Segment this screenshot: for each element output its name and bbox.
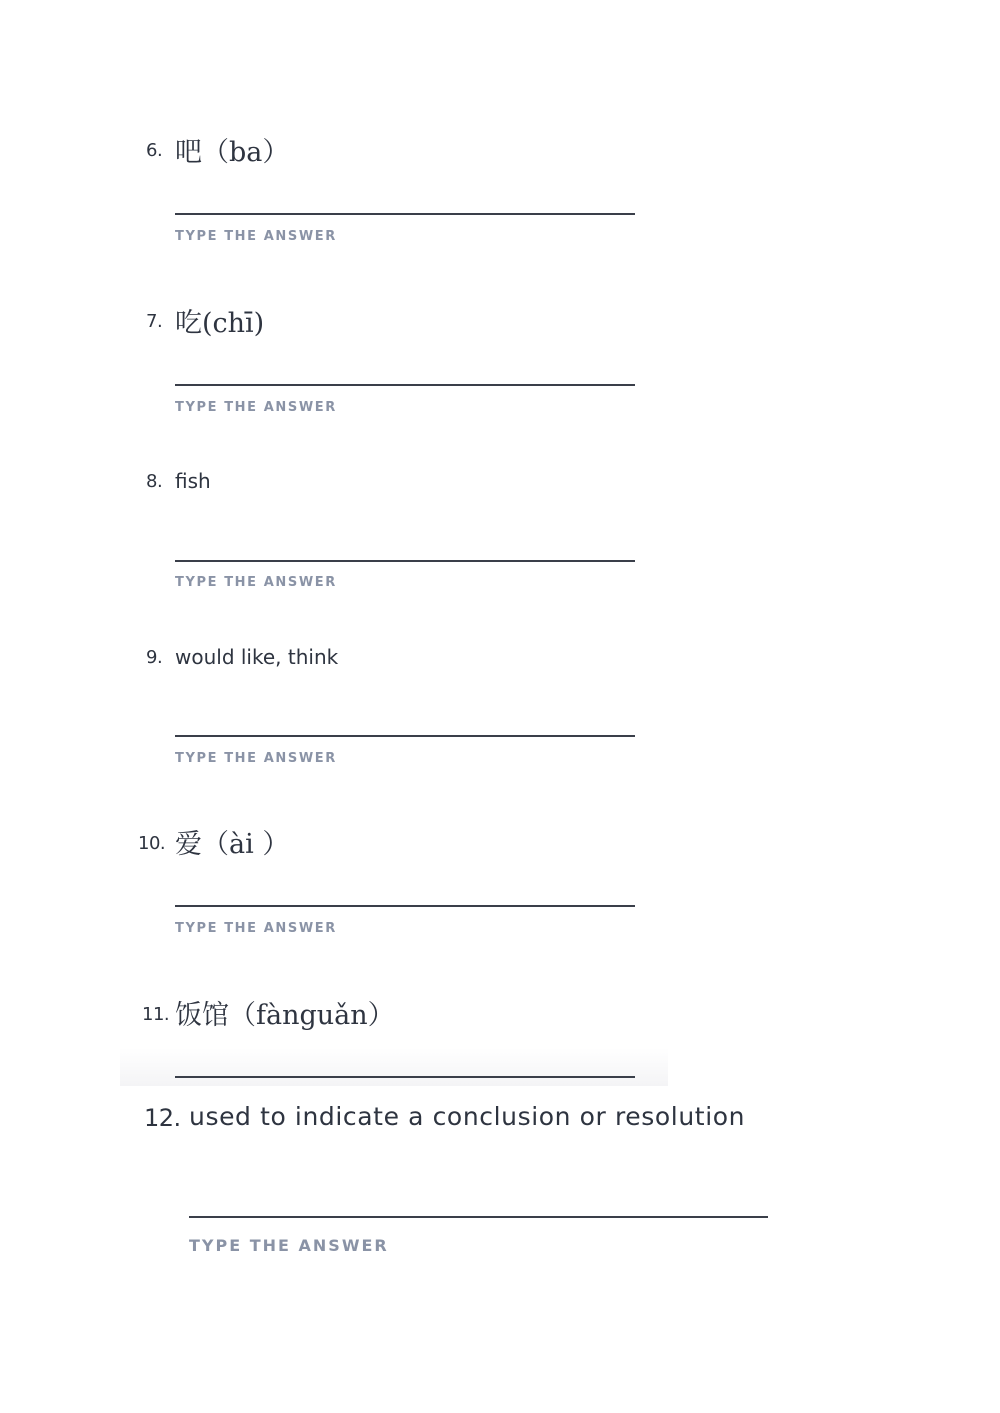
question-prompt: would like, think bbox=[175, 645, 339, 669]
answer-input[interactable] bbox=[175, 213, 635, 215]
answer-hint: TYPE THE ANSWER bbox=[175, 751, 337, 766]
question-prompt: 吧（ba） bbox=[175, 137, 290, 168]
answer-input[interactable] bbox=[189, 1216, 768, 1218]
answer-input[interactable] bbox=[175, 905, 635, 907]
answer-hint: TYPE THE ANSWER bbox=[175, 400, 337, 415]
question-prompt: fish bbox=[175, 469, 211, 493]
question-number: 10. bbox=[138, 833, 166, 854]
cropped-overlay bbox=[120, 1048, 668, 1086]
question-number: 8. bbox=[146, 471, 163, 492]
answer-hint: TYPE THE ANSWER bbox=[175, 575, 337, 590]
question-number: 9. bbox=[146, 647, 163, 668]
answer-input[interactable] bbox=[175, 384, 635, 386]
answer-hint: TYPE THE ANSWER bbox=[189, 1236, 389, 1255]
question-number: 6. bbox=[146, 140, 163, 161]
question-number: 12. bbox=[144, 1104, 181, 1132]
answer-input[interactable] bbox=[175, 1076, 635, 1078]
answer-hint: TYPE THE ANSWER bbox=[175, 229, 337, 244]
answer-input[interactable] bbox=[175, 735, 635, 737]
question-prompt: 饭馆（fànguǎn） bbox=[175, 1000, 395, 1031]
question-prompt: used to indicate a conclusion or resolution bbox=[189, 1102, 746, 1131]
answer-input[interactable] bbox=[175, 560, 635, 562]
question-prompt: 吃(chī) bbox=[175, 308, 265, 339]
question-number: 11. bbox=[142, 1004, 170, 1025]
question-prompt: 爱（ài ） bbox=[175, 829, 290, 860]
answer-hint: TYPE THE ANSWER bbox=[175, 921, 337, 936]
question-number: 7. bbox=[146, 311, 163, 332]
